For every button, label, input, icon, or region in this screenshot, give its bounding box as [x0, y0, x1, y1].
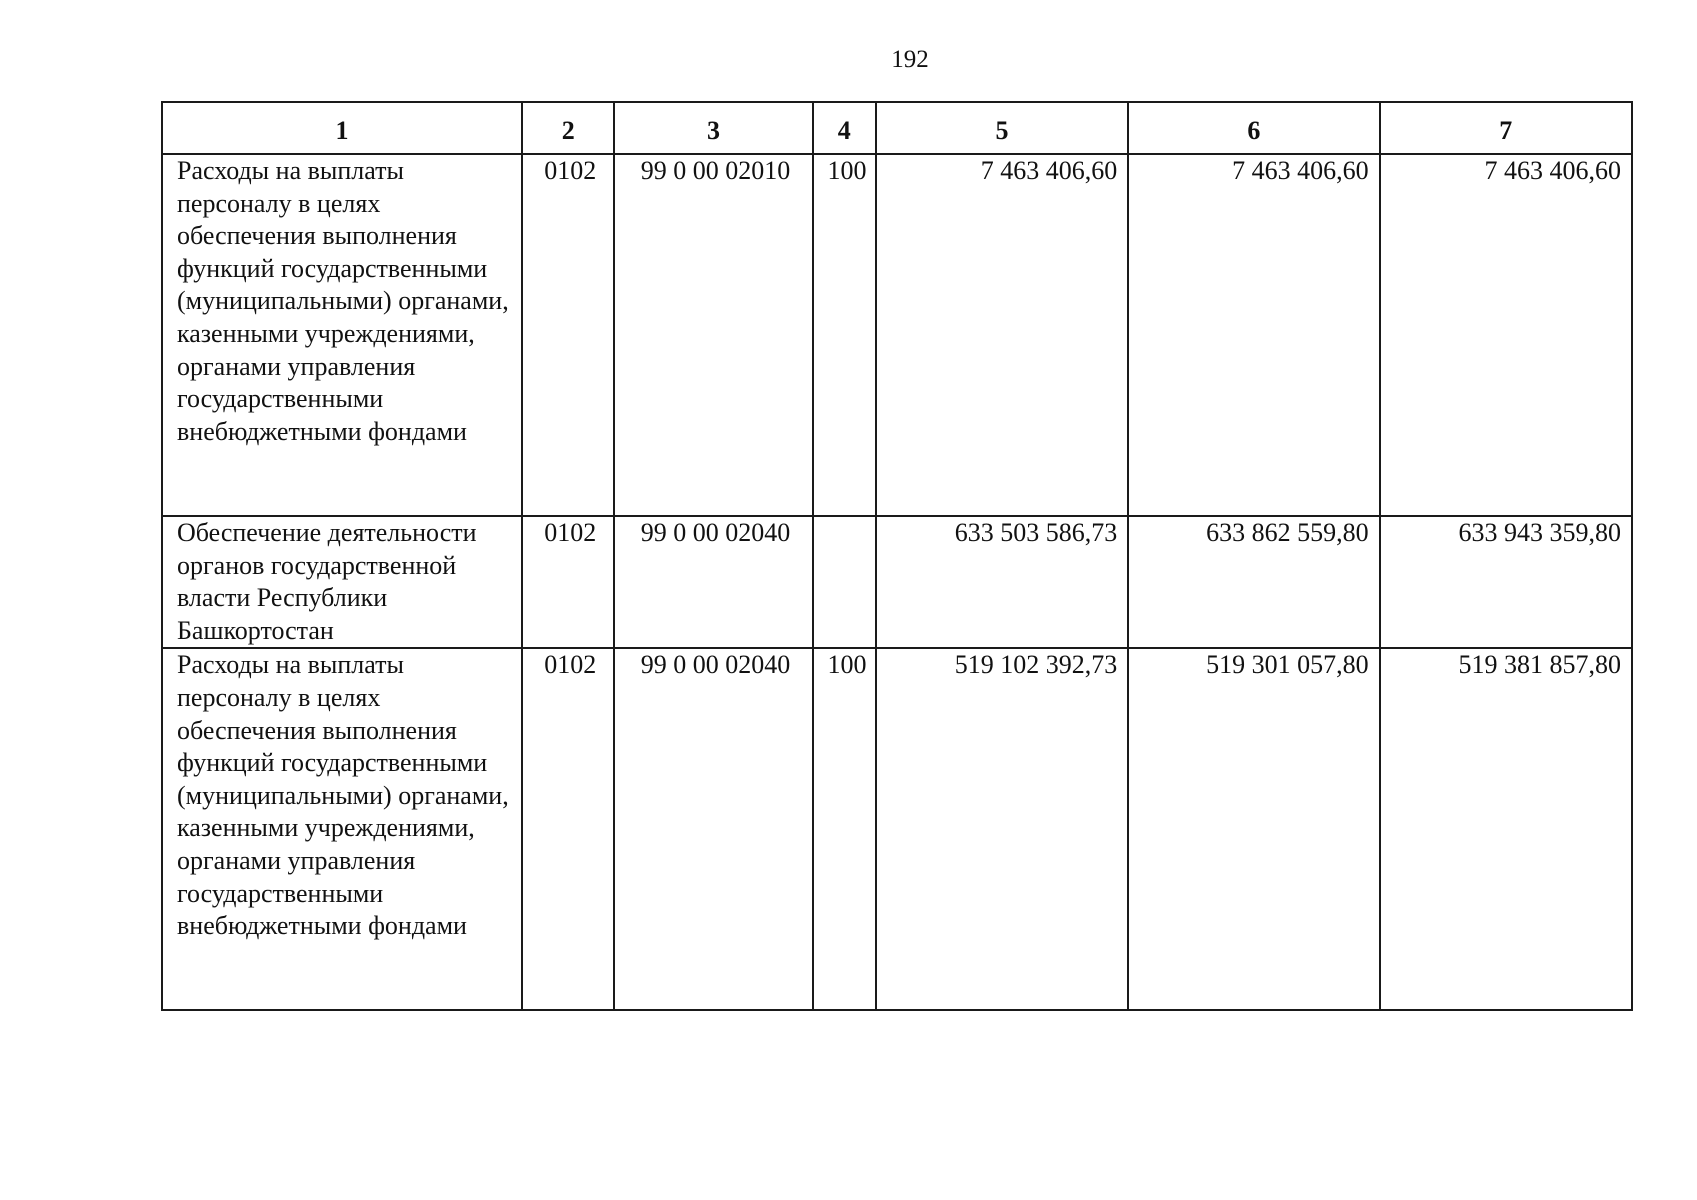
page-number: 192: [891, 46, 929, 73]
row-name: Расходы на выплаты персоналу в целях обеспечения выполнения функций государственными (муниципальными) органами, казенными учреждениями, органами управления государственными внебюджетными фондами: [162, 154, 522, 516]
row-target-code: 99 0 00 02040: [614, 648, 812, 1010]
row-amount-col5: 7 463 406,60: [876, 154, 1128, 516]
row-section-code: 0102: [522, 648, 615, 1010]
row-amount-col7: 7 463 406,60: [1380, 154, 1632, 516]
header-col-4: 4: [813, 102, 876, 154]
row-amount-col6: 633 862 559,80: [1128, 516, 1379, 648]
header-row: [162, 102, 1632, 154]
row-amount-col7: 633 943 359,80: [1380, 516, 1632, 648]
table-row: [162, 648, 1632, 1010]
header-col-2: 2: [522, 102, 615, 154]
row-amount-col6: 7 463 406,60: [1128, 154, 1379, 516]
row-amount-col5: 633 503 586,73: [876, 516, 1128, 648]
row-type-code: [813, 516, 876, 648]
row-name: Обеспечение деятельности органов государственной власти Республики Башкортостан: [162, 516, 522, 648]
row-section-code: 0102: [522, 154, 615, 516]
row-target-code: 99 0 00 02010: [614, 154, 812, 516]
row-amount-col6: 519 301 057,80: [1128, 648, 1379, 1010]
row-type-code: 100: [813, 154, 876, 516]
header-col-1: 1: [162, 102, 522, 154]
header-col-5: 5: [876, 102, 1128, 154]
budget-table: [161, 101, 1633, 1011]
header-col-6: 6: [1128, 102, 1379, 154]
table-row: [162, 516, 1632, 648]
header-col-3: 3: [614, 102, 812, 154]
row-amount-col7: 519 381 857,80: [1380, 648, 1632, 1010]
header-col-7: 7: [1380, 102, 1632, 154]
row-type-code: 100: [813, 648, 876, 1010]
row-amount-col5: 519 102 392,73: [876, 648, 1128, 1010]
row-name: Расходы на выплаты персоналу в целях обеспечения выполнения функций государственными (муниципальными) органами, казенными учреждениями, органами управления государственными внебюджетными фондами: [162, 648, 522, 1010]
row-section-code: 0102: [522, 516, 615, 648]
table-row: [162, 154, 1632, 516]
row-target-code: 99 0 00 02040: [614, 516, 812, 648]
